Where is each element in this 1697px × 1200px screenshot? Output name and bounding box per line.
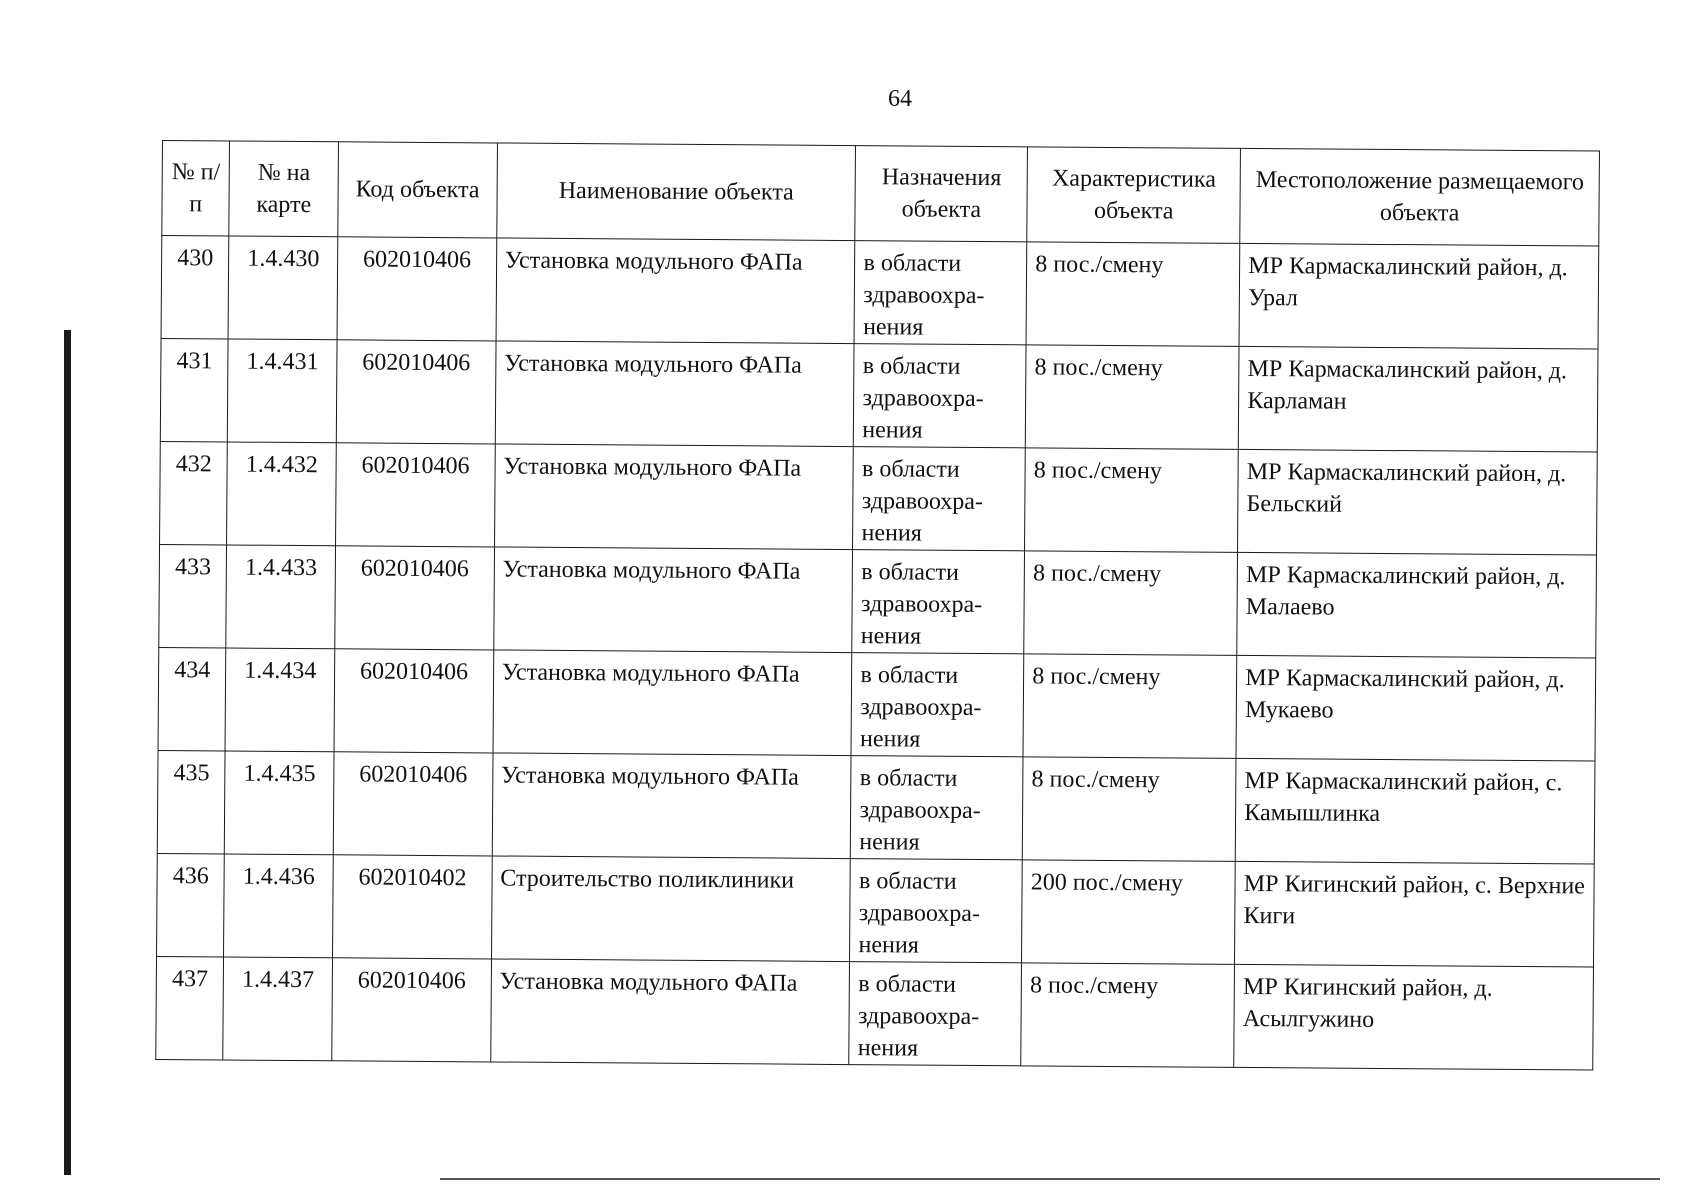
table-row [157, 750, 1595, 864]
object-location-cell: МР Кармаскалинский район, д. Карламан [1239, 346, 1598, 452]
object-location-cell: МР Кармаскалинский район, д. Урал [1239, 243, 1598, 349]
object-name-cell: Установка модульного ФАПа [493, 650, 852, 756]
map-number-cell: 1.4.434 [225, 648, 334, 752]
table-row [160, 338, 1598, 452]
object-characteristic-cell: 8 пос./смену [1026, 242, 1240, 347]
scan-edge-left [64, 330, 71, 1175]
object-purpose-cell: в области здравоохра-нения [851, 756, 1023, 860]
object-purpose-cell: в области здравоохра-нения [854, 241, 1026, 345]
table-row [157, 853, 1595, 967]
object-location-cell: МР Кармаскалинский район, с. Камышлинка [1235, 758, 1594, 864]
table-row [160, 441, 1598, 555]
map-number-cell: 1.4.436 [224, 854, 333, 958]
object-code-cell: 602010406 [334, 649, 493, 753]
object-purpose-cell: в области здравоохра-нения [851, 653, 1023, 757]
object-code-cell: 602010406 [337, 237, 496, 341]
map-number-cell: 1.4.431 [228, 339, 337, 443]
object-code-cell: 602010402 [333, 855, 492, 959]
object-location-cell: МР Кигинский район, с. Верхние Киги [1235, 861, 1594, 967]
map-number-cell: 1.4.432 [227, 442, 336, 546]
header-object-purpose: Назначения объекта [855, 146, 1027, 242]
object-name-cell: Установка модульного ФАПа [491, 959, 850, 1065]
object-location-cell: МР Кармаскалинский район, д. Малаево [1237, 552, 1596, 658]
object-characteristic-cell: 8 пос./смену [1021, 963, 1235, 1068]
object-name-cell: Установка модульного ФАПа [492, 753, 851, 859]
page-number: 64 [888, 86, 912, 112]
object-purpose-cell: в области здравоохра-нения [849, 962, 1021, 1066]
object-location-cell: МР Кармаскалинский район, д. Мукаево [1236, 655, 1595, 761]
row-number-cell: 436 [157, 853, 225, 956]
object-location-cell: МР Кармаскалинский район, д. Бельский [1238, 449, 1597, 555]
header-object-name: Наименование объекта [497, 143, 856, 241]
row-number-cell: 434 [158, 647, 226, 750]
object-name-cell: Установка модульного ФАПа [495, 341, 854, 447]
object-code-cell: 602010406 [333, 752, 492, 856]
table-row [158, 647, 1596, 761]
table-header [162, 141, 1600, 247]
row-number-cell: 432 [160, 441, 228, 544]
object-characteristic-cell: 200 пос./смену [1022, 860, 1236, 965]
row-number-cell: 435 [157, 750, 225, 853]
header-num: № п/п [162, 141, 230, 236]
object-code-cell: 602010406 [336, 443, 495, 547]
scan-edge-bottom [440, 1178, 1660, 1180]
header-map-number: № на карте [229, 141, 338, 237]
object-code-cell: 602010406 [332, 958, 491, 1062]
row-number-cell: 431 [160, 338, 228, 441]
table-row [161, 236, 1599, 350]
row-number-cell: 437 [156, 956, 224, 1059]
object-code-cell: 602010406 [336, 340, 495, 444]
objects-table [155, 140, 1600, 1071]
object-purpose-cell: в области здравоохра-нения [853, 447, 1025, 551]
object-purpose-cell: в области здравоохра-нения [850, 859, 1022, 963]
map-number-cell: 1.4.435 [225, 751, 334, 855]
table-body [156, 236, 1599, 1071]
object-characteristic-cell: 8 пос./смену [1024, 551, 1238, 656]
table-row [156, 956, 1594, 1070]
header-row [162, 141, 1600, 247]
table-row [159, 544, 1597, 658]
object-purpose-cell: в области здравоохра-нения [852, 550, 1024, 654]
object-location-cell: МР Кигинский район, д. Асылгужино [1234, 964, 1593, 1070]
map-number-cell: 1.4.437 [223, 957, 332, 1061]
object-name-cell: Установка модульного ФАПа [496, 238, 855, 344]
object-characteristic-cell: 8 пос./смену [1023, 654, 1237, 759]
header-object-characteristic: Характеристика объекта [1027, 147, 1241, 244]
row-number-cell: 430 [161, 236, 229, 339]
object-purpose-cell: в области здравоохра-нения [854, 344, 1026, 448]
map-number-cell: 1.4.433 [226, 545, 335, 649]
object-code-cell: 602010406 [335, 546, 494, 650]
header-object-location: Местоположение размещаемого объекта [1240, 148, 1599, 246]
object-characteristic-cell: 8 пос./смену [1022, 757, 1236, 862]
header-object-code: Код объекта [338, 142, 497, 238]
object-name-cell: Строительство поликлиники [491, 856, 850, 962]
object-name-cell: Установка модульного ФАПа [494, 444, 853, 550]
object-characteristic-cell: 8 пос./смену [1025, 345, 1239, 450]
object-name-cell: Установка модульного ФАПа [494, 547, 853, 653]
object-characteristic-cell: 8 пос./смену [1025, 448, 1239, 553]
map-number-cell: 1.4.430 [228, 236, 337, 340]
row-number-cell: 433 [159, 544, 227, 647]
